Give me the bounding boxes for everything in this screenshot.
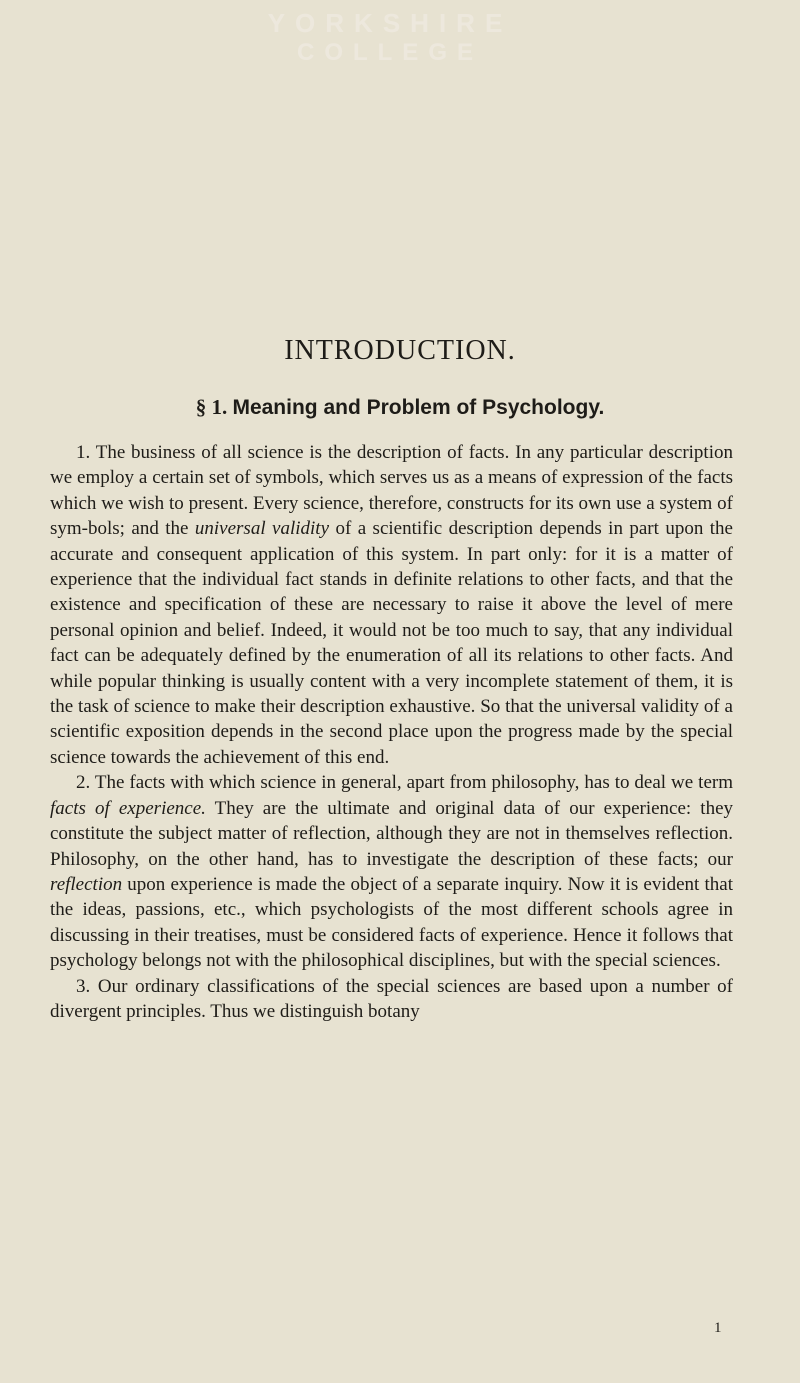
page-number: 1 (714, 1320, 722, 1336)
paragraph-3: 3. Our ordinary classifications of the special sciences are based upon a number of divergent principles. Thus we distinguish botany (50, 975, 733, 1022)
paragraph-1 (50, 440, 733, 770)
paragraph-2-emphasis-2: reflection (50, 873, 123, 895)
paragraph-2-emphasis-1: facts of experience. (50, 797, 206, 819)
paragraph-2-text-b: They are the ultimate and original data of our experience: they constitute the subject matter of reflection, although they are not in themselves reflection. Philosophy, on the other hand, has to investigate the description of these facts; our (50, 797, 734, 870)
paragraph-1-text-b: of a scientific description depends in part upon the accurate and consequent application of this system. In part only: for it is a matter of experience that the individual fact stands in definite relations to other facts, and that the existence and specification of these are necessary to raise it above the level of mere personal opinion and belief. Indeed, it would not be too much to say, that any individual fact can be adequately defined by the enumeration of all its relations to other facts. And while popular thinking is usually content with a very incomplete statement of them, it is the task of science to make their description exhaustive. So that the universal validity of a scientific exposition depends in the second place upon the progress made by the special science towards the achievement of this end. (50, 518, 733, 768)
stamp-line-1: YORKSHIRE (267, 8, 513, 38)
section-number: § 1. (195, 395, 228, 419)
page-title: INTRODUCTION. (284, 335, 516, 366)
library-stamp (240, 8, 540, 68)
paragraph-1-text-a: 1. The business of all science is the description of facts. In any particular description we employ a certain set of symbols, which serves us as a means of expression of the facts which we wish to present. Every science, therefore, constructs for its own use a system of sym-bols; and the (50, 442, 733, 540)
paragraph-2 (50, 770, 733, 973)
body-text (50, 440, 733, 1024)
stamp-line-2: COLLEGE (296, 39, 483, 66)
paragraph-1-emphasis: universal validity (194, 518, 330, 540)
paragraph-2-text-a: 2. The facts with which science in general, apart from philosophy, has to deal we term (76, 772, 733, 794)
section-title: Meaning and Problem of Psychology. (232, 396, 605, 419)
paragraph-2-text-c: upon experience is made the object of a separate inquiry. Now it is evident that the ideas, passions, etc., which psychologists of the most different schools agree in discussing in their treatises, must be considered facts of experience. Hence it follows that psychology belongs not with the philosophical disciplines, but with the special sciences. (50, 873, 733, 972)
section-heading (0, 395, 800, 420)
